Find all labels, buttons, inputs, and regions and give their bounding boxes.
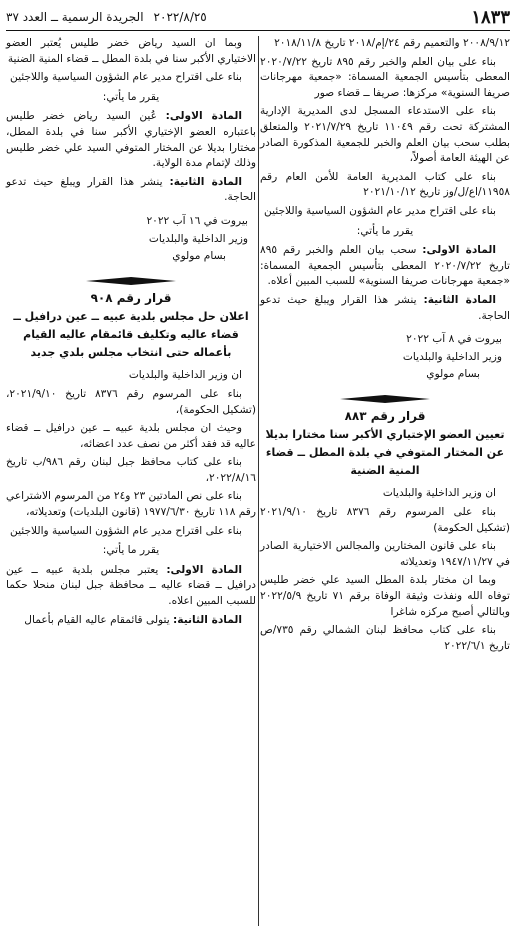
left-column: [6, 36, 256, 631]
column-divider: [258, 36, 259, 926]
issue-date: ٢٠٢٢/٨/٢٥: [153, 10, 207, 24]
paragraph: بناء على اقتراح مدير عام الشؤون السياسية واللاجئين: [10, 71, 242, 84]
ornament-divider: [6, 277, 256, 285]
paragraph: وحيث ان مجلس بلدية عبيه ــ عين درافيل ــ قضاء عاليه قد فقد أكثر من نصف عدد اعضائه،: [6, 422, 256, 450]
paragraph: بناء على كتاب محافظ لبنان الشمالي رقم ٧٣٥/ص تاريخ ٢٠٢٢/٦/١: [260, 624, 510, 652]
article-label: المادة الاولى:: [422, 244, 496, 257]
decision-subtitle: اعلان حل مجلس بلدية عبيه ــ عين درافيل ــ قضاء عاليه وتكليف قائمقام عاليه القيام بأعماله حتى انتخاب مجلس بلدي جديد: [13, 310, 249, 360]
journal-title: الجريدة الرسمية ــ العدد ٣٧: [6, 10, 144, 24]
paragraph: بناء على المرسوم رقم ٨٣٧٦ تاريخ ٢٠٢١/٩/١٠، (تشكيل الحكومة)،: [6, 387, 256, 416]
signature-title: وزير الداخلية والبلديات: [402, 350, 502, 363]
article-1: [6, 563, 256, 610]
right-column: [260, 36, 510, 657]
article-text: عُين السيد رياض خضر طليس باعتباره العضو الإختياري الأكبر سنا في بلدة المطل، مختارا بديلا عن المختار المتوفي السيد علي خضر طليس وذلك لإتمام مدة الولاية.: [6, 110, 256, 170]
decides-heading: يقرر ما يأتي:: [102, 544, 160, 557]
paragraph: بناء على الاستدعاء المسجل لدى المديرية الإدارية المشتركة تحت رقم ١١٠٤٩ تاريخ ٢٠٢١/٧/٢٩ والمتعلق بطلب سحب بيان العلم والخبر للجمعية المذكورة الصادر عن الهيئة العامة أصولاً،: [260, 105, 510, 165]
article-1: [260, 243, 510, 290]
article-text: يتولى قائمقام عاليه القيام بأعمال: [24, 613, 170, 626]
paragraph: ان وزير الداخلية والبلديات: [128, 369, 242, 382]
article-text: ينشر هذا القرار ويبلغ حيث تدعو الحاجة.: [260, 293, 510, 322]
signature-name: بسام مولوي: [172, 250, 226, 263]
ornament-divider: [260, 395, 510, 403]
paragraph: وبما ان السيد رياض خضر طليس يُعتبر العضو الاختياري الأكبر سنا في بلدة المطل ــ قضاء المنية الضنية: [6, 37, 256, 65]
signature-date: بيروت في ١٦ آب ٢٠٢٢: [146, 214, 248, 227]
paragraph: بناء على كتاب المديرية العامة للأمن العام رقم ١١٩٥٨/اع/ل/وز تاريخ ٢٠٢١/١٠/١٢: [260, 170, 510, 199]
article-label: المادة الاولى:: [165, 110, 242, 123]
article-2: [6, 175, 256, 206]
paragraph: وبما ان مختار بلدة المطل السيد علي خضر طليس توفاه الله ونفذت وثيقة الوفاة برقم ٧١ تاريخ ٢٠٢٢/٥/٩ وبالتالي أصبح مركزه شاغرا: [260, 574, 510, 618]
signature-name: بسام مولوي: [426, 368, 480, 381]
article-text: يعتبر مجلس بلدية عبيه ــ عين درافيل ــ قضاء عاليه ــ محافظة جبل لبنان منحلا حكما للسبب المبين اعلاه.: [6, 563, 256, 608]
article-label: المادة الاولى:: [166, 563, 242, 576]
signature-title: وزير الداخلية والبلديات: [148, 232, 248, 245]
paragraph: بناء على قانون المختارين والمجالس الاختيارية الصادر في ١٩٤٧/١١/٢٧ وتعديلاته: [260, 540, 510, 568]
paragraph: بناء على بيان العلم والخبر رقم ٨٩٥ تاريخ ٢٠٢٠/٧/٢٢ المعطى بتأسيس الجمعية المسماة: «جمعية مهرجانات صريفا السنوية» مركزها: صريفا ــ قضاء صور: [260, 55, 510, 99]
ornament-icon: [340, 395, 430, 403]
decision-title: قرار رقم ٨٨٣: [344, 408, 426, 423]
decides-heading: يقرر ما يأتي:: [102, 90, 160, 103]
paragraph: بناء على اقتراح مدير عام الشؤون السياسية واللاجئين: [10, 524, 242, 537]
paragraph: بناء على اقتراح مدير عام الشؤون السياسية واللاجئين: [264, 204, 496, 217]
article-label: المادة الثانية:: [169, 175, 242, 188]
paragraph: بناء على المرسوم رقم ٨٣٧٦ تاريخ ٢٠٢١/٩/١٠ (تشكيل الحكومة): [260, 506, 510, 534]
article-label: المادة الثانية:: [423, 293, 496, 306]
article-text: سحب بيان العلم والخبر رقم ٨٩٥ تاريخ ٢٠٢٠/٧/٢٢ المعطى بتأسيس الجمعية المسماة: «جمعية مهرجانات صريفا السنوية» للسبب المبين أعلاه.: [260, 244, 510, 288]
decides-heading: يقرر ما يأتي:: [356, 224, 414, 237]
article-2: [260, 293, 510, 324]
decision-title: قرار رقم ٩٠٨: [90, 290, 172, 305]
signature-date: بيروت في ٨ آب ٢٠٢٢: [406, 333, 502, 346]
paragraph: ٢٠٠٨/٩/١٢ والتعميم رقم ٢٤/إم/٢٠١٨ تاريخ ٢٠١٨/١١/٨: [274, 37, 510, 49]
article-label: المادة الثانية:: [173, 613, 242, 626]
paragraph: بناء على نص المادتين ٢٣ و٢٤ من المرسوم الاشتراعي رقم ١١٨ تاريخ ١٩٧٧/٦/٣٠ (قانون البلديات) وتعديلاته،: [5, 490, 256, 519]
paragraph: ان وزير الداخلية والبلديات: [382, 487, 496, 500]
article-2: [6, 613, 256, 629]
page-number: ١٨٣٣: [471, 6, 510, 28]
decision-subtitle: تعيين العضو الإختياري الأكبر سنا مختارا بديلا عن المختار المتوفي في بلدة المطل ــ قضاء المنية الضنية: [265, 428, 505, 478]
ornament-icon: [86, 277, 176, 285]
article-text: ينشر هذا القرار ويبلغ حيث تدعو الحاجة.: [6, 175, 256, 204]
paragraph: بناء على كتاب محافظ جبل لبنان رقم ٩٨٦/ب تاريخ ٢٠٢٢/٨/١٦،: [6, 456, 256, 484]
article-1: [6, 109, 256, 171]
page-header: [6, 4, 510, 31]
